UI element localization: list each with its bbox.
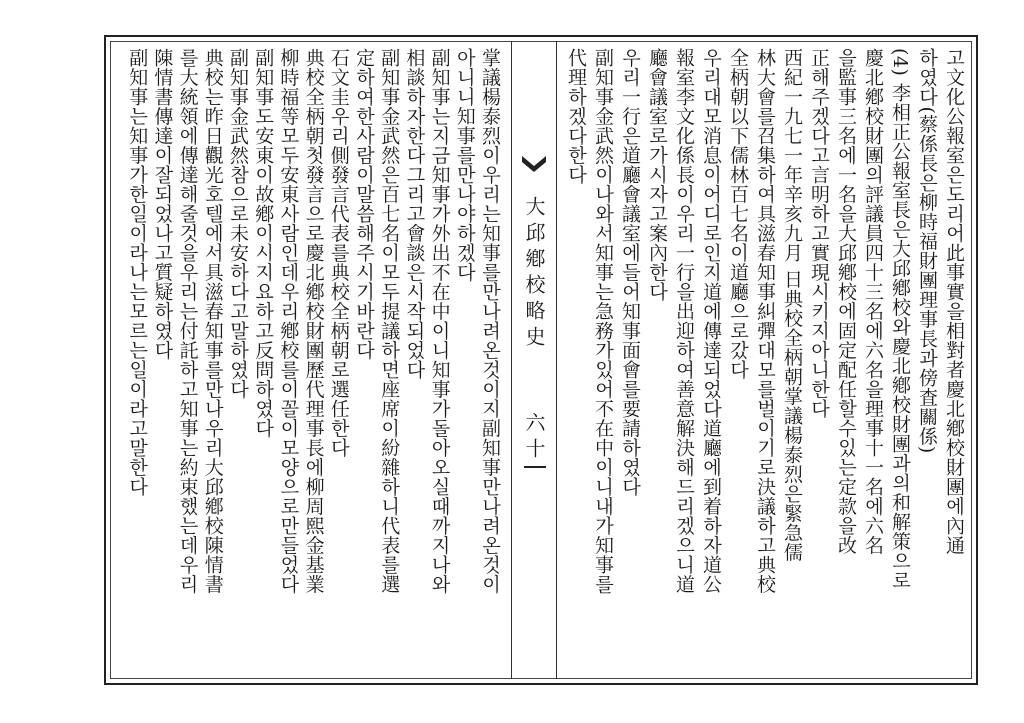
text-column: 副知事는知事가한일이라나는모르는일이라고말한다: [126, 48, 149, 497]
text-column: 副知事도安東이故鄕이시지요하고反問하였다: [252, 48, 275, 438]
text-column: 全柄朝以下儒林百七名이道廳으로갔다: [727, 48, 749, 380]
text-column: (4) 李相正公報室長은大邱鄕校와慶北鄕校財團과의和解策으로: [889, 48, 911, 590]
text-column: 副知事金武然참으로未安하다고말하였다: [227, 48, 249, 399]
text-column: 하였다(蔡係長은柳時福財團理事長과傍査關係): [916, 48, 938, 454]
text-column: 定하여한사람이말씀해주시기바란다: [353, 48, 375, 360]
text-column: 報室李文化係長이우리一行을出迎하여善意解決해드리겠으니道: [673, 48, 695, 594]
text-column: 우리대모消息이어디로인지道에傳達되었다道廳에到着하자道公: [700, 48, 722, 594]
text-column: 相談하자한다그리고會談은시작되었다: [403, 48, 426, 380]
text-column: 을監事三名에一名을大邱鄕校에固定配任할수있는定款을改: [835, 48, 857, 555]
text-column: 副知事는지금知事가外出不在中이니知事가돌아오실때까지나와: [428, 48, 451, 594]
text-column: 典校는昨日觀光호텔에서具滋春知事를만나우리大邱鄕校陳情書: [201, 48, 224, 594]
text-column: 林大會를召集하여具滋春知事糾彈대모를벌이기로決議하고典校: [754, 48, 776, 594]
text-column: 고文化公報室은도리어此事實을相對者慶北鄕校財團에內通: [943, 48, 965, 555]
page-number: 六十: [522, 412, 546, 464]
text-column: 아니니知事를만나야하겠다: [453, 48, 476, 282]
text-column: 西紀一九七一年辛亥九月 日典校全柄朝掌議楊泰烈은緊急儒: [781, 48, 803, 562]
text-column: 우리一行은道廳會議室에들어知事面會를要請하였다: [619, 48, 641, 497]
page-spine: [511, 41, 557, 679]
text-column: 石文圭우리側發言代表를典校全柄朝로選任한다: [327, 48, 350, 458]
text-column: 代理하겠다한다: [565, 48, 587, 185]
text-column: 副知事金武然은百七名이모두提議하면座席이紛雜하니代表를選: [378, 48, 401, 594]
book-title: 大邱鄕校略史: [522, 196, 546, 352]
text-column: 廳會議室로가시자고案內한다: [646, 48, 668, 302]
text-column: 副知事金武然이나와서知事는急務가있어不在中이니내가知事를: [592, 48, 614, 594]
text-column: 典校全柄朝첫發言으로慶北鄕校財團歷代理事長에柳周熙金基業: [302, 48, 325, 594]
text-column: 를大統領에傳達해줄것을우리는付託하고知事는約束했는데우리: [176, 48, 199, 594]
text-column: 正해주겠다고言明하고實現시키지아니한다: [808, 48, 830, 419]
text-column: 掌議楊泰烈이우리는知事를만나려온것이지副知事만나려온것이: [479, 48, 501, 594]
text-column: 柳時福等모두安東사람인데우리鄕校를이꼴이모양으로만들었다: [277, 48, 300, 594]
fish-tail-ornament-icon: [520, 154, 548, 178]
text-column: 陳情書傳達이잘되었나고質疑하였다: [151, 48, 174, 360]
text-column: 慶北鄕校財團의評議員四十三名에六名을理事十一名에六名: [862, 48, 884, 555]
page-number-rule: [524, 466, 546, 468]
